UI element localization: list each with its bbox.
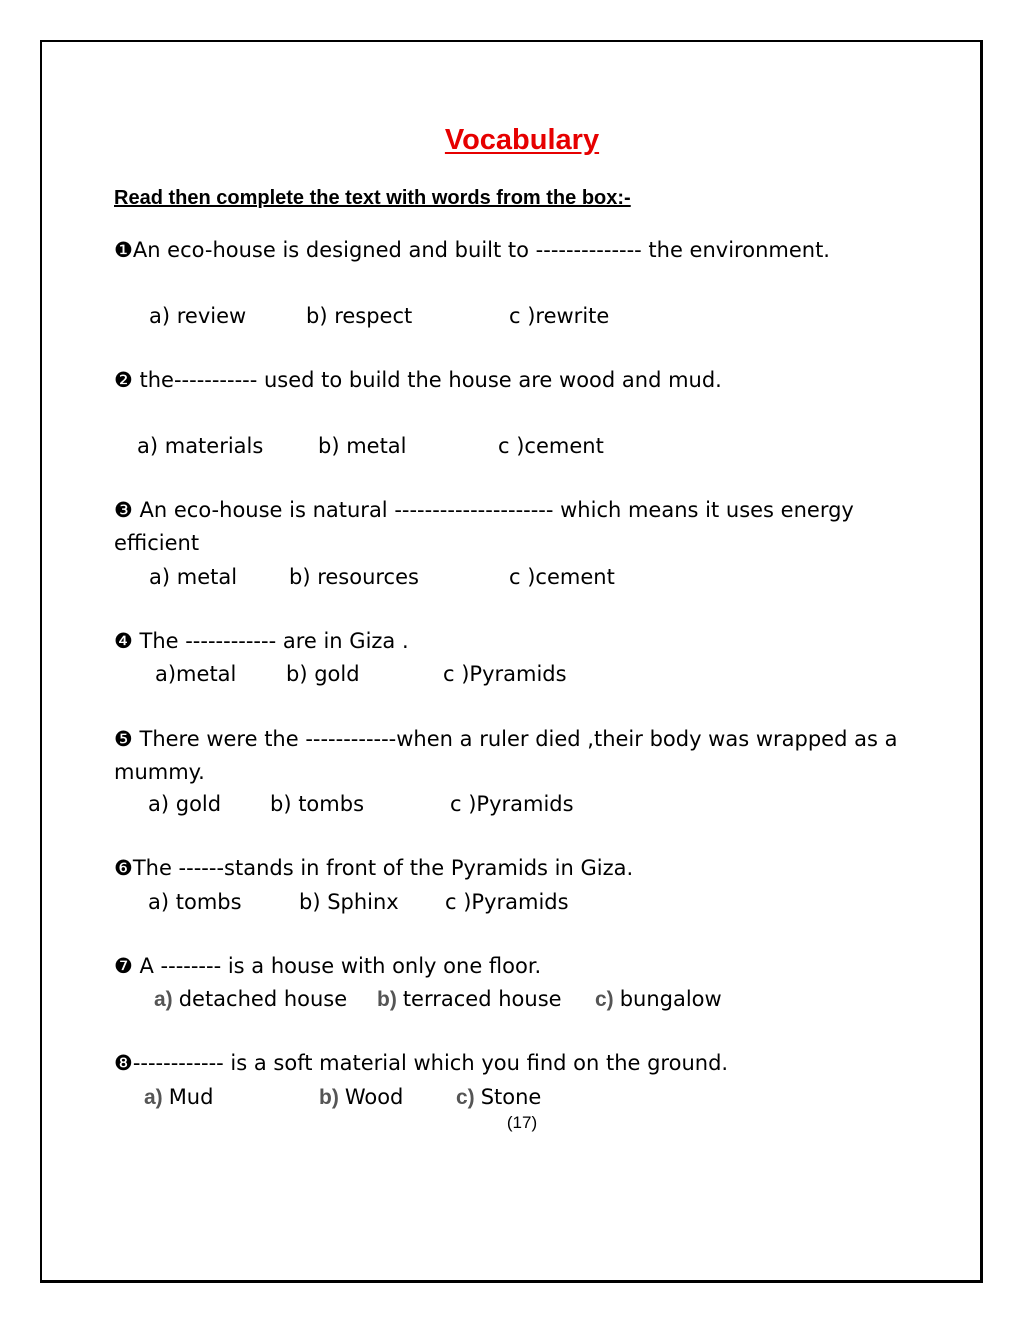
page-number: (17) <box>506 1113 538 1132</box>
q8-option-a-letter: a) <box>144 1086 163 1109</box>
question-6: ❻The ------stands in front of the Pyramids in Giza. <box>114 856 634 880</box>
q7-option-a <box>154 985 347 1014</box>
q8-option-b-letter: b) <box>319 1086 339 1109</box>
question-3: ❸ An eco-house is natural --------------------- which means it uses energy efficient <box>114 498 854 555</box>
q6-option-a: a) tombs <box>148 890 242 914</box>
page-title: Vocabulary <box>444 124 600 156</box>
q4-option-a: a)metal <box>155 662 237 686</box>
q2-option-c: c )cement <box>498 434 604 458</box>
q7-option-a-word: detached house <box>178 987 348 1011</box>
q3-option-c: c )cement <box>509 565 615 589</box>
q3-option-b: b) resources <box>289 565 419 589</box>
q5-option-a: a) gold <box>148 792 222 816</box>
q4-option-b: b) gold <box>286 662 360 686</box>
q5-option-c: c )Pyramids <box>450 792 574 816</box>
q1-option-c: c )rewrite <box>509 304 610 328</box>
question-5: ❺ There were the ------------when a ruler died ,their body was wrapped as a mummy. <box>114 727 898 784</box>
q6-option-b: b) Sphinx <box>299 890 399 914</box>
q2-option-b: b) metal <box>318 434 407 458</box>
q7-option-c-letter: c) <box>595 988 614 1011</box>
q4-option-c: c )Pyramids <box>443 662 567 686</box>
q8-option-c-letter: c) <box>456 1086 475 1109</box>
q8-option-b-word: Wood <box>344 1085 404 1109</box>
instruction: Read then complete the text with words from the box:- <box>114 187 631 209</box>
question-8: ❽------------ is a soft material which you find on the ground. <box>114 1051 729 1075</box>
q8-option-b <box>319 1083 403 1112</box>
q2-option-a: a) materials <box>137 434 264 458</box>
q7-option-c-word: bungalow <box>619 987 722 1011</box>
q7-option-c <box>595 985 722 1014</box>
q3-option-a: a) metal <box>149 565 238 589</box>
q7-option-b-letter: b) <box>377 988 397 1011</box>
q7-option-b <box>377 985 562 1014</box>
question-1: ❶An eco-house is designed and built to -------------- the environment. <box>114 238 830 262</box>
q1-option-b: b) respect <box>306 304 413 328</box>
q7-option-b-word: terraced house <box>402 987 562 1011</box>
q8-option-c-word: Stone <box>480 1085 542 1109</box>
q5-option-b: b) tombs <box>270 792 365 816</box>
q6-option-c: c )Pyramids <box>445 890 569 914</box>
question-4: ❹ The ------------ are in Giza . <box>114 629 409 653</box>
q8-option-a <box>144 1083 213 1112</box>
q1-option-a: a) review <box>149 304 247 328</box>
q8-option-a-word: Mud <box>168 1085 214 1109</box>
question-2: ❷ the----------- used to build the house are wood and mud. <box>114 368 722 392</box>
q7-option-a-letter: a) <box>154 988 173 1011</box>
q8-option-c <box>456 1083 541 1112</box>
question-7: ❼ A -------- is a house with only one floor. <box>114 954 542 978</box>
